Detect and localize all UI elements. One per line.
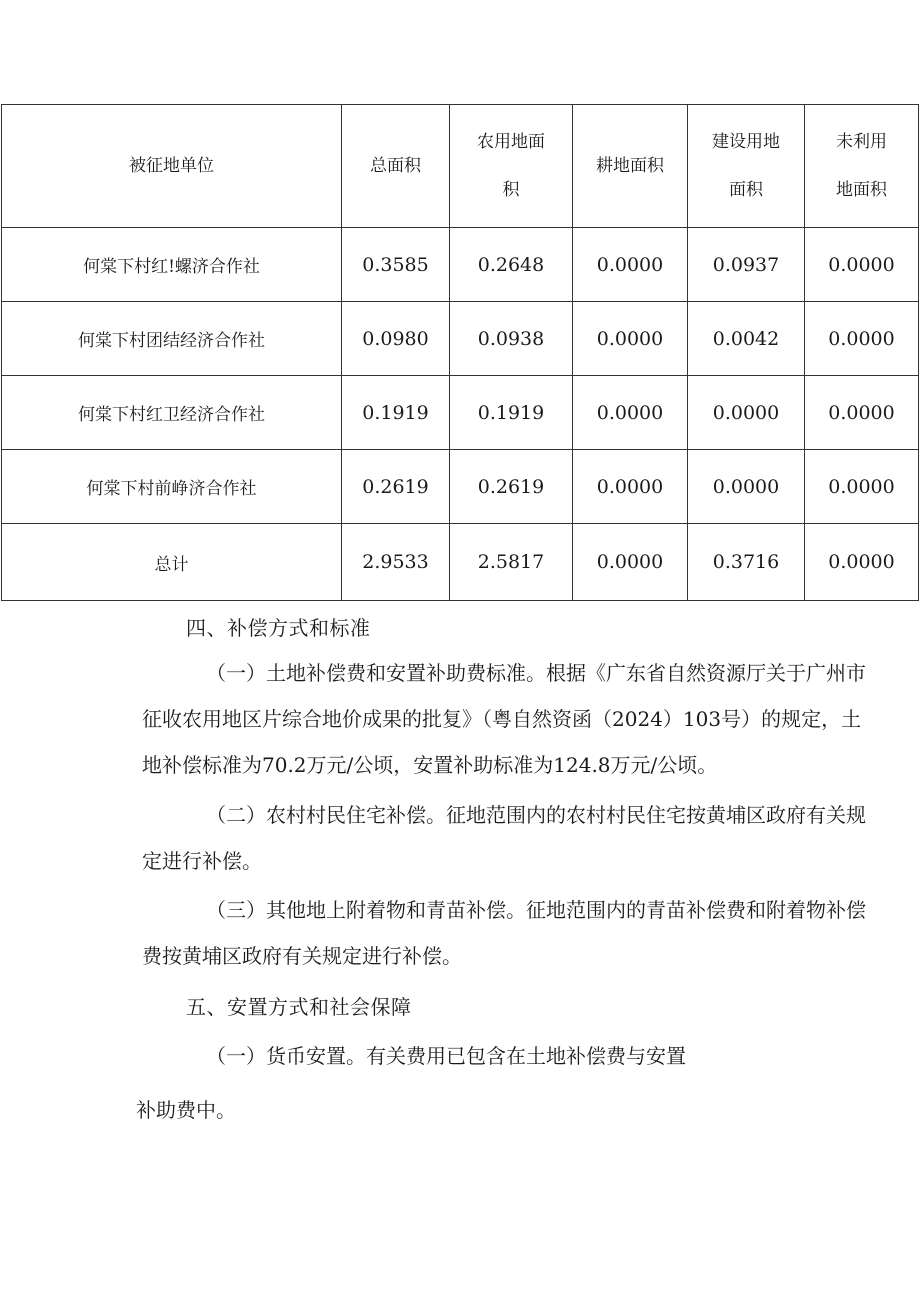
cell-agri: 0.1919 [450, 376, 573, 450]
cell-unused: 0.0000 [805, 450, 919, 524]
cell-agri: 2.5817 [450, 524, 573, 601]
header-construction-area: 建设用地 面积 [688, 105, 805, 228]
section-4-para-3-line-2: 费按黄埔区政府有关规定进行补偿。 [142, 944, 462, 968]
section-4-para-1-line-3: 地补偿标准为70.2万元/公顷，安置补助标准为124.8万元/公顷。 [142, 753, 718, 777]
section-4-para-2-line-2: 定进行补偿。 [142, 849, 262, 873]
cell-agri: 0.0938 [450, 302, 573, 376]
cell-cultivated: 0.0000 [573, 450, 688, 524]
cell-unused: 0.0000 [805, 302, 919, 376]
table-total-row [2, 524, 919, 601]
header-unused-area: 未利用 地面积 [805, 105, 919, 228]
cell-unused: 0.0000 [805, 228, 919, 302]
cell-total: 2.9533 [342, 524, 450, 601]
section-4-para-2-line-1: （二）农村村民住宅补偿。征地范围内的农村村民住宅按黄埔区政府有关规 [206, 803, 866, 827]
cell-unit: 何棠下村红卫经济合作社 [2, 376, 342, 450]
header-unit: 被征地单位 [2, 105, 342, 228]
cell-total: 0.1919 [342, 376, 450, 450]
cell-cultivated: 0.0000 [573, 524, 688, 601]
cell-total: 0.2619 [342, 450, 450, 524]
cell-unit: 何棠下村红!螺济合作社 [2, 228, 342, 302]
cell-unused: 0.0000 [805, 376, 919, 450]
header-cultivated-area: 耕地面积 [573, 105, 688, 228]
cell-unit: 总计 [2, 524, 342, 601]
table-row [2, 376, 919, 450]
cell-construction: 0.0937 [688, 228, 805, 302]
cell-agri: 0.2648 [450, 228, 573, 302]
cell-cultivated: 0.0000 [573, 376, 688, 450]
cell-agri: 0.2619 [450, 450, 573, 524]
header-total-area: 总面积 [342, 105, 450, 228]
cell-total: 0.3585 [342, 228, 450, 302]
cell-construction: 0.0000 [688, 376, 805, 450]
section-5-para-1-line-1: （一）货币安置。有关费用已包含在土地补偿费与安置 [206, 1044, 686, 1068]
cell-cultivated: 0.0000 [573, 302, 688, 376]
cell-construction: 0.3716 [688, 524, 805, 601]
section-4-para-1-line-2: 征收农用地区片综合地价成果的批复》（粤自然资函（2024）103号）的规定，土 [142, 707, 862, 731]
section-4-heading: 四、补偿方式和标准 [186, 616, 371, 640]
cell-unit: 何棠下村团结经济合作社 [2, 302, 342, 376]
cell-construction: 0.0000 [688, 450, 805, 524]
table-row [2, 302, 919, 376]
cell-cultivated: 0.0000 [573, 228, 688, 302]
section-5-heading: 五、安置方式和社会保障 [186, 995, 412, 1019]
cell-construction: 0.0042 [688, 302, 805, 376]
cell-unused: 0.0000 [805, 524, 919, 601]
section-4-para-1-line-1: （一）土地补偿费和安置补助费标准。根据《广东省自然资源厅关于广州市 [206, 661, 866, 685]
section-4-para-3-line-1: （三）其他地上附着物和青苗补偿。征地范围内的青苗补偿费和附着物补偿 [206, 898, 866, 922]
table-header-row [2, 105, 919, 228]
section-5-para-1-line-2: 补助费中。 [136, 1098, 236, 1122]
header-agri-area: 农用地面 积 [450, 105, 573, 228]
table-row [2, 450, 919, 524]
land-acquisition-table [1, 104, 919, 601]
cell-total: 0.0980 [342, 302, 450, 376]
cell-unit: 何棠下村前峥济合作社 [2, 450, 342, 524]
table-row [2, 228, 919, 302]
